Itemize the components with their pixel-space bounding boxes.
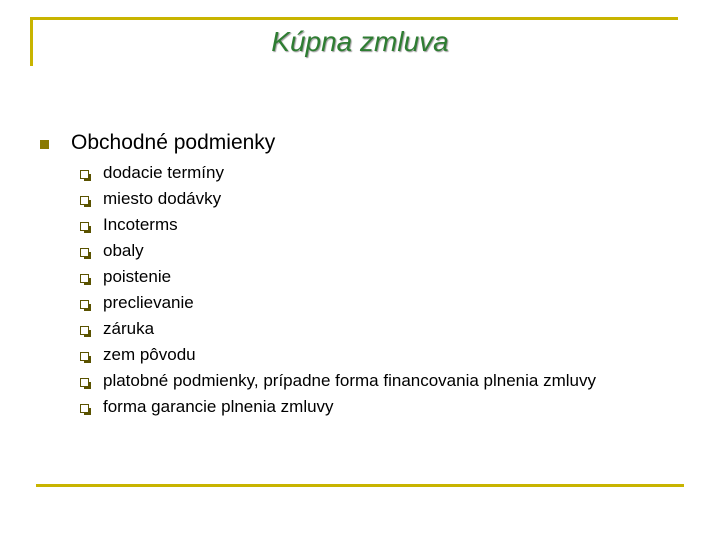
hollow-square-bullet-icon xyxy=(80,274,89,283)
sub-list-item-label: zem pôvodu xyxy=(103,345,196,364)
sub-list-item xyxy=(80,162,640,183)
sub-list-item-label: forma garancie plnenia zmluvy xyxy=(103,397,334,416)
sub-list-item-label: obaly xyxy=(103,241,144,260)
sub-list-item-label: platobné podmienky, prípadne forma financovania plnenia zmluvy xyxy=(103,371,596,390)
hollow-square-bullet-icon xyxy=(80,248,89,257)
hollow-square-bullet-icon xyxy=(80,300,89,309)
main-list-item xyxy=(40,131,275,155)
sub-list-item-label: preclievanie xyxy=(103,293,194,312)
sub-list-item xyxy=(80,214,640,235)
sub-list-item-label: miesto dodávky xyxy=(103,189,222,208)
hollow-square-bullet-icon xyxy=(80,352,89,361)
hollow-square-bullet-icon xyxy=(80,196,89,205)
hollow-square-bullet-icon xyxy=(80,404,89,413)
square-bullet-icon xyxy=(40,140,49,149)
sub-list-item xyxy=(80,318,640,339)
sub-list-item-label: dodacie termíny xyxy=(103,163,224,182)
slide-title: Kúpna zmluva xyxy=(271,26,449,57)
sub-list-item-label: záruka xyxy=(103,319,155,338)
sub-list-item xyxy=(80,370,640,391)
sub-list-item xyxy=(80,266,640,287)
hollow-square-bullet-icon xyxy=(80,326,89,335)
sub-list-item xyxy=(80,344,640,365)
sub-list-item xyxy=(80,396,640,417)
sub-list-item xyxy=(80,292,640,313)
hollow-square-bullet-icon xyxy=(80,378,89,387)
sub-list xyxy=(80,162,640,422)
sub-list-item-label: poistenie xyxy=(103,267,172,286)
hollow-square-bullet-icon xyxy=(80,170,89,179)
bottom-accent-line xyxy=(36,484,684,487)
top-accent-line xyxy=(30,17,678,20)
main-list-item-label: Obchodné podmienky xyxy=(71,131,276,154)
sub-list-item xyxy=(80,188,640,209)
sub-list-item xyxy=(80,240,640,261)
hollow-square-bullet-icon xyxy=(80,222,89,231)
sub-list-item-label: Incoterms xyxy=(103,215,178,234)
